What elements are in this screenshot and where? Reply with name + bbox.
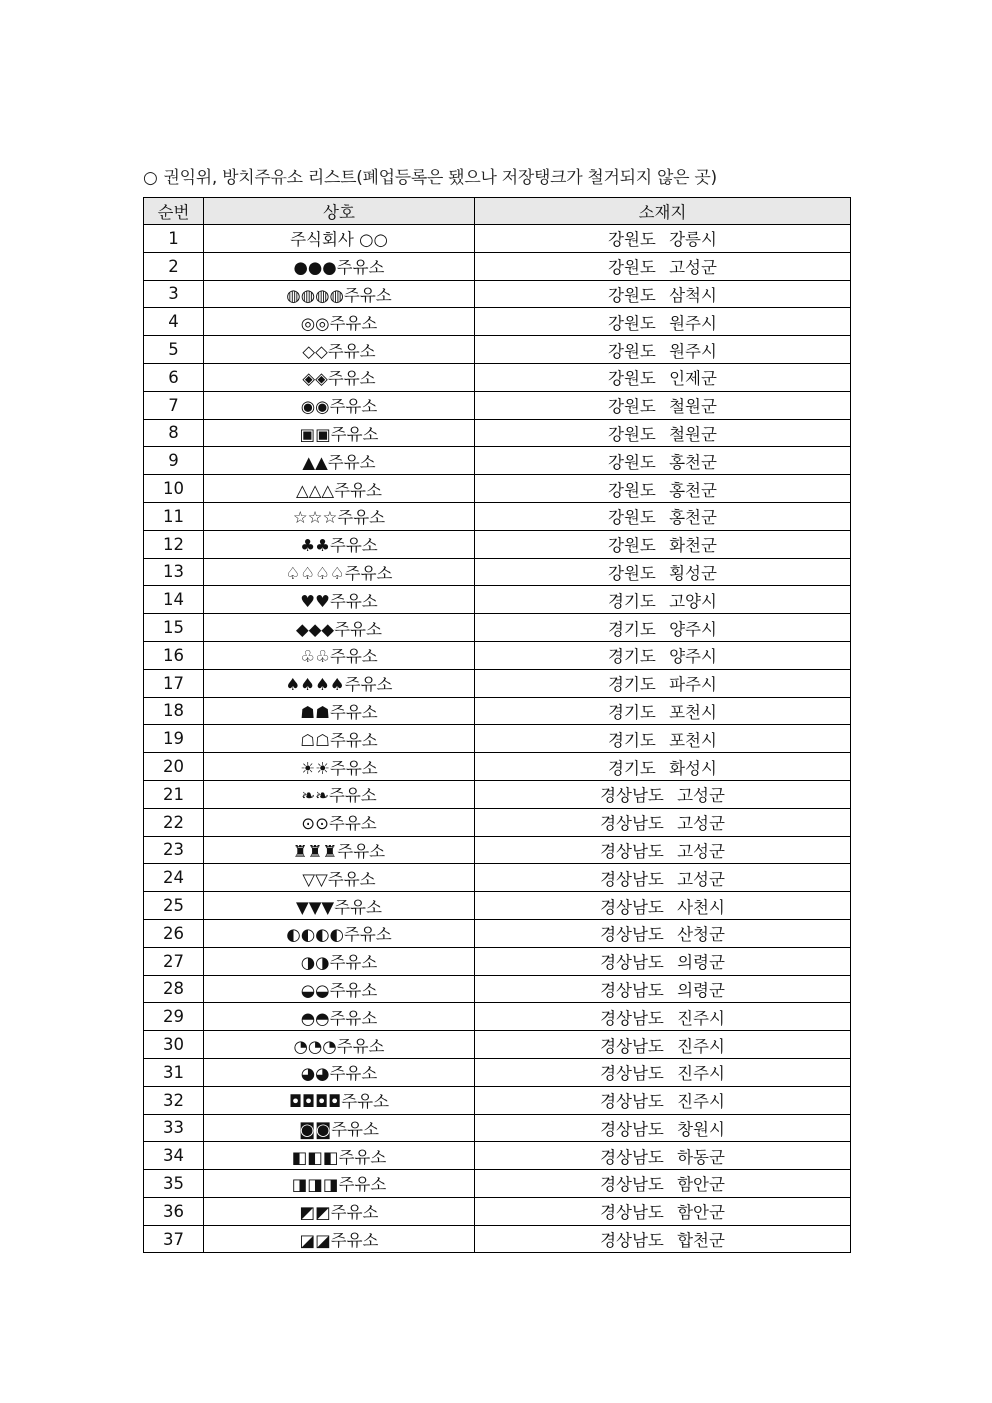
table-row (144, 363, 851, 391)
row-location: 경상남도 고성군 (475, 864, 851, 892)
row-business-name: ◧◧◧주유소 (204, 1142, 475, 1170)
table-row (144, 1225, 851, 1253)
row-location: 경상남도 합천군 (475, 1225, 851, 1253)
row-location: 경상남도 창원시 (475, 1114, 851, 1142)
row-location: 강원도 강릉시 (475, 225, 851, 253)
row-number: 26 (144, 919, 204, 947)
row-business-name: ◐◐◐◐주유소 (204, 919, 475, 947)
row-location: 경상남도 진주시 (475, 1058, 851, 1086)
row-business-name: ♣♣주유소 (204, 530, 475, 558)
row-business-name: ◍◍◍◍주유소 (204, 280, 475, 308)
row-location: 경상남도 진주시 (475, 1003, 851, 1031)
row-location: 경기도 고양시 (475, 586, 851, 614)
header-location: 소재지 (475, 198, 851, 225)
row-business-name: ◔◔◔주유소 (204, 1031, 475, 1059)
row-business-name: ●●●주유소 (204, 252, 475, 280)
row-business-name: ♠♠♠♠주유소 (204, 669, 475, 697)
table-row (144, 780, 851, 808)
row-number: 21 (144, 780, 204, 808)
table-row (144, 419, 851, 447)
table-row (144, 280, 851, 308)
row-number: 28 (144, 975, 204, 1003)
row-number: 2 (144, 252, 204, 280)
row-number: 5 (144, 336, 204, 364)
row-number: 23 (144, 836, 204, 864)
row-number: 1 (144, 225, 204, 253)
table-row (144, 947, 851, 975)
row-location: 강원도 원주시 (475, 336, 851, 364)
row-location: 경상남도 진주시 (475, 1086, 851, 1114)
row-number: 15 (144, 614, 204, 642)
row-location: 경상남도 함안군 (475, 1197, 851, 1225)
table-row (144, 308, 851, 336)
row-number: 35 (144, 1170, 204, 1198)
row-business-name: ◒◒주유소 (204, 975, 475, 1003)
row-location: 경상남도 진주시 (475, 1031, 851, 1059)
table-row (144, 225, 851, 253)
table-row (144, 669, 851, 697)
row-business-name: ◑◑주유소 (204, 947, 475, 975)
row-number: 29 (144, 1003, 204, 1031)
row-number: 14 (144, 586, 204, 614)
abandoned-gas-station-table (143, 197, 851, 1253)
row-number: 25 (144, 892, 204, 920)
document-title (143, 163, 717, 188)
row-business-name: ◪◪주유소 (204, 1225, 475, 1253)
table-row (144, 586, 851, 614)
row-number: 13 (144, 558, 204, 586)
row-number: 27 (144, 947, 204, 975)
table-row (144, 697, 851, 725)
row-business-name: ☆☆☆주유소 (204, 502, 475, 530)
row-location: 경상남도 하동군 (475, 1142, 851, 1170)
row-location: 경상남도 함안군 (475, 1170, 851, 1198)
table-row (144, 1086, 851, 1114)
row-location: 강원도 횡성군 (475, 558, 851, 586)
row-business-name: ◨◨◨주유소 (204, 1170, 475, 1198)
row-location: 강원도 홍천군 (475, 447, 851, 475)
row-location: 경기도 파주시 (475, 669, 851, 697)
row-number: 3 (144, 280, 204, 308)
row-business-name: ◈◈주유소 (204, 363, 475, 391)
row-location: 경기도 양주시 (475, 641, 851, 669)
row-business-name: ☗☗주유소 (204, 697, 475, 725)
row-business-name: ♧♧주유소 (204, 641, 475, 669)
row-business-name: ❧❧주유소 (204, 780, 475, 808)
table-row (144, 530, 851, 558)
row-business-name: ♤♤♤♤주유소 (204, 558, 475, 586)
table-row (144, 975, 851, 1003)
header-business-name: 상호 (204, 198, 475, 225)
row-business-name: ◓◓주유소 (204, 1003, 475, 1031)
row-location: 경상남도 고성군 (475, 836, 851, 864)
row-business-name: ◕◕주유소 (204, 1058, 475, 1086)
row-number: 9 (144, 447, 204, 475)
row-business-name: ▽▽주유소 (204, 864, 475, 892)
row-number: 11 (144, 502, 204, 530)
row-number: 20 (144, 753, 204, 781)
row-number: 36 (144, 1197, 204, 1225)
table-row (144, 1114, 851, 1142)
table-row (144, 753, 851, 781)
row-location: 강원도 인제군 (475, 363, 851, 391)
row-number: 10 (144, 475, 204, 503)
row-business-name: △△△주유소 (204, 475, 475, 503)
table-row (144, 558, 851, 586)
table-row (144, 614, 851, 642)
table-row (144, 725, 851, 753)
row-number: 7 (144, 391, 204, 419)
row-location: 경기도 양주시 (475, 614, 851, 642)
row-number: 33 (144, 1114, 204, 1142)
table-row (144, 502, 851, 530)
row-location: 강원도 원주시 (475, 308, 851, 336)
row-location: 강원도 화천군 (475, 530, 851, 558)
row-location: 경상남도 의령군 (475, 975, 851, 1003)
row-business-name: ▣▣주유소 (204, 419, 475, 447)
row-number: 16 (144, 641, 204, 669)
row-location: 강원도 철원군 (475, 419, 851, 447)
row-business-name: ◉◉주유소 (204, 391, 475, 419)
row-number: 8 (144, 419, 204, 447)
row-business-name: ◙◙주유소 (204, 1114, 475, 1142)
table-row (144, 836, 851, 864)
row-location: 강원도 삼척시 (475, 280, 851, 308)
table-row (144, 447, 851, 475)
table-row (144, 1142, 851, 1170)
row-business-name: ☖☖주유소 (204, 725, 475, 753)
row-number: 31 (144, 1058, 204, 1086)
row-number: 4 (144, 308, 204, 336)
row-business-name: ◆◆◆주유소 (204, 614, 475, 642)
row-location: 경기도 포천시 (475, 697, 851, 725)
row-business-name: ◩◩주유소 (204, 1197, 475, 1225)
row-location: 경상남도 산청군 (475, 919, 851, 947)
row-number: 37 (144, 1225, 204, 1253)
table-header-row (144, 198, 851, 225)
row-number: 17 (144, 669, 204, 697)
table-body (144, 225, 851, 1253)
table-row (144, 864, 851, 892)
row-business-name: ♜♜♜주유소 (204, 836, 475, 864)
header-number: 순번 (144, 198, 204, 225)
row-business-name: ▲▲주유소 (204, 447, 475, 475)
row-location: 강원도 홍천군 (475, 502, 851, 530)
circle-bullet-icon: ○ (143, 168, 158, 188)
row-number: 24 (144, 864, 204, 892)
row-number: 22 (144, 808, 204, 836)
table-row (144, 336, 851, 364)
table-row (144, 1031, 851, 1059)
row-location: 경상남도 고성군 (475, 808, 851, 836)
row-number: 12 (144, 530, 204, 558)
row-location: 경기도 화성시 (475, 753, 851, 781)
row-business-name: ⊙⊙주유소 (204, 808, 475, 836)
row-location: 경기도 포천시 (475, 725, 851, 753)
table-row (144, 1058, 851, 1086)
table-row (144, 252, 851, 280)
row-number: 30 (144, 1031, 204, 1059)
table-row (144, 1003, 851, 1031)
row-business-name: ☀☀주유소 (204, 753, 475, 781)
row-number: 34 (144, 1142, 204, 1170)
title-text: 권익위, 방치주유소 리스트(폐업등록은 됐으나 저장탱크가 철거되지 않은 곳) (163, 168, 717, 188)
row-business-name: ◇◇주유소 (204, 336, 475, 364)
row-business-name: ◘◘◘◘주유소 (204, 1086, 475, 1114)
row-number: 32 (144, 1086, 204, 1114)
row-business-name: 주식회사 ○○ (204, 225, 475, 253)
row-location: 강원도 고성군 (475, 252, 851, 280)
row-business-name: ▼▼▼주유소 (204, 892, 475, 920)
row-number: 18 (144, 697, 204, 725)
table-row (144, 391, 851, 419)
table-row (144, 892, 851, 920)
table-row (144, 808, 851, 836)
row-number: 6 (144, 363, 204, 391)
row-number: 19 (144, 725, 204, 753)
row-location: 경상남도 고성군 (475, 780, 851, 808)
table-row (144, 1197, 851, 1225)
table-row (144, 475, 851, 503)
row-business-name: ♥♥주유소 (204, 586, 475, 614)
row-business-name: ◎◎주유소 (204, 308, 475, 336)
table-row (144, 1170, 851, 1198)
row-location: 경상남도 사천시 (475, 892, 851, 920)
row-location: 경상남도 의령군 (475, 947, 851, 975)
row-location: 강원도 홍천군 (475, 475, 851, 503)
table-row (144, 919, 851, 947)
table-row (144, 641, 851, 669)
row-location: 강원도 철원군 (475, 391, 851, 419)
